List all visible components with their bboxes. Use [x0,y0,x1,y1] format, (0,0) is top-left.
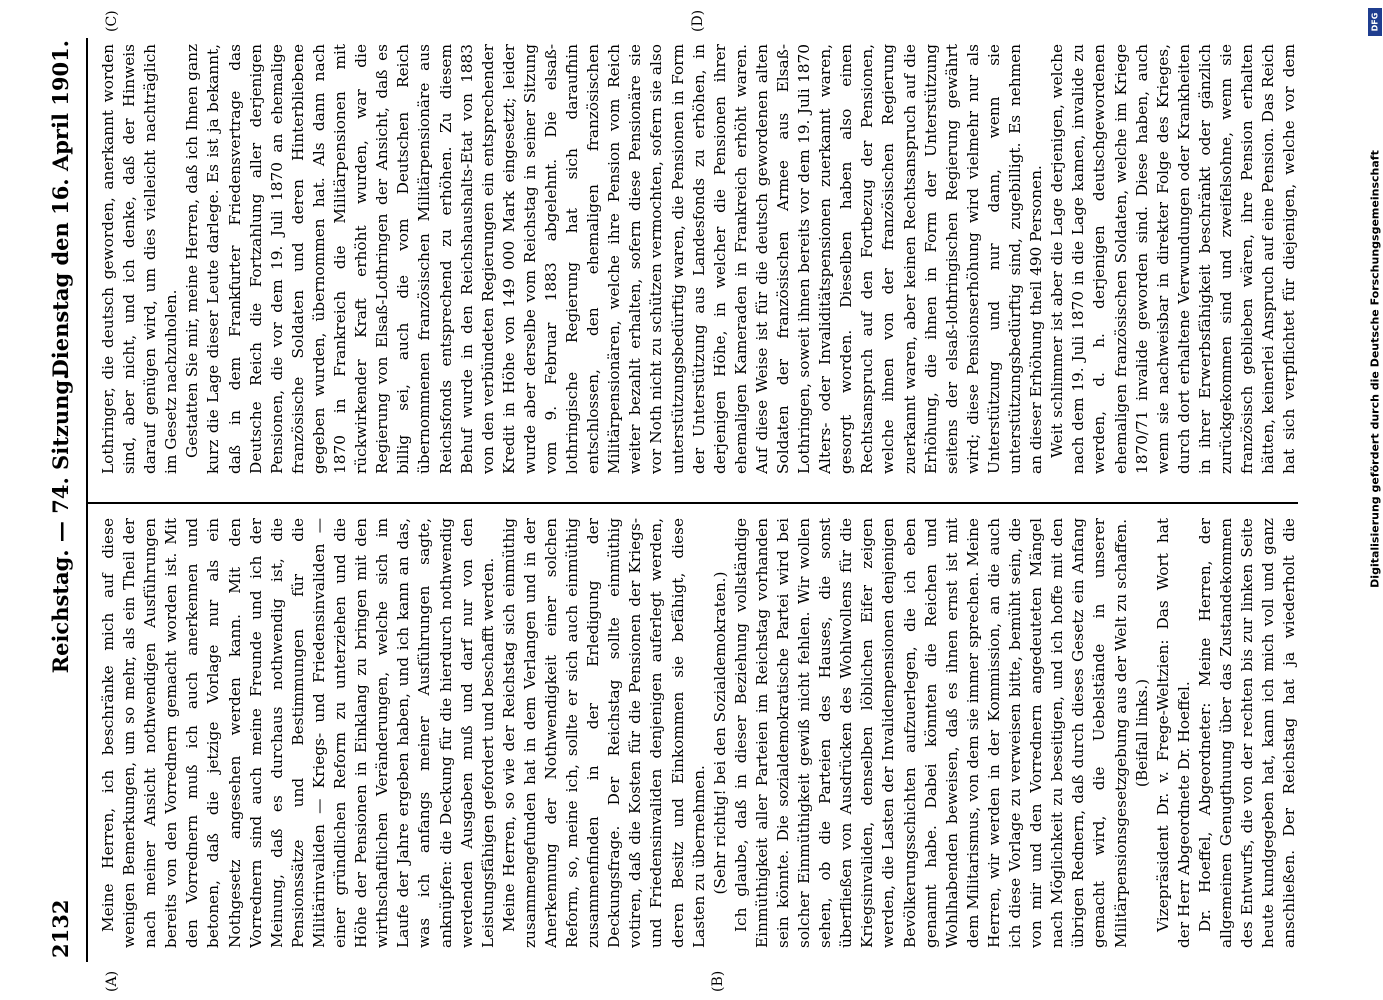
dfg-logo [1368,8,1382,36]
paragraph: Ich glaube, daß in dieser Beziehung vollständige Einmüthigkeit aller Parteien im Reichstag vorhanden sein könnte. Die sozialdemokratische Partei wird bei solcher Einmüthigkeit gewiß nicht fehlen. Wir wollen sehen, ob die Parteien des Hauses, die sonst überfließen von Ausdrücken des Wohlwollens für die Kriegsinvaliden, denselben löblichen Eifer zeigen werden, die Lasten der Invalidenpensionen denjenigen Bevölkerungsschichten aufzuerlegen, die ich eben genannt habe. Dabei könnten die Reichen und Wohlhabenden beweisen, daß es ihnen ernst ist mit dem Militarismus, von dem sie immer sprechen. Meine Herren, wir werden in der Kommission, an die auch ich diese Vorlage zu verweisen bitte, bemüht sein, die von mir und den Vorrednern angedeuteten Mängel nach Möglichkeit zu beseitigen, und ich hoffe mit den übrigen Rednern, daß durch dieses Gesetz ein Anfang gemacht wird, die Uebelstände in unserer Militärpensionsgesetzgebung aus der Welt zu schaffen. [731,518,1130,948]
column-divider [86,502,1298,504]
margin-marker-b: (B) [710,970,726,992]
digitization-sidebar [1368,8,1382,998]
interjection: (Beifall links.) [1132,678,1151,788]
left-column [98,518,1303,948]
header-rule [86,38,88,962]
interjection: (Sehr richtig! bei den Sozialdemokraten.) [710,571,729,895]
page-number: 2132 [48,899,73,958]
paragraph: Dr. Hoeffel, Abgeordneter: Meine Herren, der allgemeinen Genugthuung über das Zustandekommen des Entwurfs, die von der rechten bis zur linken Seite heute kundgegeben hat, kann ich mich voll und ganz anschließen. Der Reichstag hat ja wiederholt die [1195,518,1299,948]
margin-marker-c: (C) [104,10,120,32]
paragraph: Weit schlimmer ist aber die Lage derjenigen, welche nach dem 19. Juli 1870 in die Lage kamen, invalide zu werden, d. h. derjenigen deutschgewordenen ehemaligen französischen Soldaten, welche im Kriege 1870/71 invalide geworden sind. Diese haben, auch wenn sie nachweisbar in direkter Folge des Krieges, durch dort erhaltene Verwundungen oder Krankheiten in ihrer Erwerbsfähigkeit beschränkt oder gänzlich zurückgekommen sind und zweifelsohne, wenn sie französisch geblieben wären, ihre Pension erhalten hätten, keinerlei Anspruch auf eine Pension. Das Reich hat sich verpflichtet für diejenigen, welche vor dem [1048,44,1299,474]
right-column [98,44,1303,474]
page-header [48,0,82,1000]
session-title: Reichstag. — 74. Sitzung. [48,372,73,674]
margin-marker-d: (D) [690,9,706,32]
margin-marker-a: (A) [104,970,120,992]
funding-note-text: Digitalisierung gefördert durch die Deutsche Forschungsgemeinschaft [1368,150,1382,588]
paragraph: Lothringer, die deutsch geworden, anerkannt worden sind, aber nicht, und ich denke, daß der Hinweis darauf genügen wird, um dies vielleicht nachträglich im Gesetz nachzuholen. [99,44,181,474]
paragraph: Meine Herren, so wie der Reichstag sich einmüthig zusammengefunden hat in dem Verlangen und in der Anerkennung der Nothwendigkeit einer solchen Reform, so, meine ich, sollte er sich auch einmüthig zusammenfinden in der Erledigung der Deckungsfrage. Der Reichstag sollte einmüthig votiren, daß die Kosten für die Pensionen der Kriegs- und Friedensinvaliden denjenigen auferlegt werden, deren Besitz und Einkommen sie befähigt, diese Lasten zu übernehmen. [499,518,708,948]
session-date: Dienstag den 16. April 1901. [48,40,73,378]
paragraph: Meine Herren, ich beschränke mich auf diese wenigen Bemerkungen, um so mehr, als ein Theil der nach meiner Ansicht nothwendigen Ausführungen bereits von den Vorrednern gemacht worden ist. Mit den Vorrednern muß ich auch anerkennen und betonen, daß die jetzige Vorlage nur als ein Nothgesetz angesehen werden kann. Mit den Vorrednern sind auch meine Freunde und ich der Meinung, daß es durchaus nothwendig ist, die Pensionssätze und Bestimmungen für die Militärinvaliden — Kriegs- und Friedensinvaliden — einer gründlichen Reform zu unterziehen und die Höhe der Pensionen in Einklang zu bringen mit den wirthschaftlichen Veränderungen, welche sich im Laufe der Jahre ergeben haben, und ich kann an das, was ich anfangs meiner Ausführungen sagte, anknüpfen: die Deckung für die hierdurch nothwendig werdenden Ausgaben muß und darf nur von den Leistungsfähigen gefordert und beschafft werden. [99,518,497,948]
funding-note [1368,44,1382,694]
paragraph: Gestatten Sie mir, meine Herren, daß ich Ihnen ganz kurz die Lage dieser Leute darlege. Es ist ja bekannt, daß in dem Frankfurter Friedensvertrage das Deutsche Reich die Fortzahlung aller derjenigen Pensionen, die vor dem 19. Juli 1870 an ehemalige französische Soldaten und deren Hinterbliebene gegeben wurden, übernommen hat. Als dann nach 1870 in Frankreich die Militärpensionen mit rückwirkender Kraft erhöht wurden, war die Regierung von Elsaß-Lothringen der Ansicht, daß es billig sei, auch die vom Deutschen Reich übernommenen französischen Militärpensionäre aus Reichsfonds entsprechend zu erhöhen. Zu diesem Behuf wurde in den Reichshaushalts-Etat von 1883 von den verbündeten Regierungen ein entsprechender Kredit in Höhe von 149 000 Mark eingesetzt; leider wurde aber derselbe vom Reichstag in seiner Sitzung vom 9. Februar 1883 abgelehnt. Die elsaß-lothringische Regierung hat sich daraufhin entschlossen, den ehemaligen französischen Militärpensionären, welche ihre Pension vom Reich weiter bezahlt erhalten, sofern diese Pensionäre sie vor Noth nicht zu schützen vermochten, sofern sie also unterstützungsbedürftig waren, die Pensionen in Form der Unterstützung aus Landesfonds zu erhöhen, in derjenigen Höhe, in welcher die Pensionen ihrer ehemaligen Kameraden in Frankreich erhöht waren. Auf diese Weise ist für die deutsch gewordenen alten Soldaten der französischen Armee aus Elsaß-Lothringen, soweit ihnen bereits vor dem 19. Juli 1870 Alters- oder Invaliditätspensionen zuerkannt waren, gesorgt worden. Dieselben haben also einen Rechtsanspruch auf den Fortbezug der Pensionen, welche ihnen von der französischen Regierung zuerkannt waren, aber keinen Rechtsanspruch auf die Erhöhung, die ihnen in Form der Unterstützung seitens der elsaß-lothringischen Regierung gewährt wird; diese Pensionserhöhung wird vielmehr nur als Unterstützung und nur dann, wenn sie unterstützungsbedürftig sind, zugebilligt. Es nehmen an dieser Erhöhung theil 490 Personen. [183,44,1046,474]
speaker-intro: Vizepräsident Dr. v. Frege-Weltzien: Das Wort hat der Herr Abgeordnete Dr. Hoeffel. [1153,518,1193,948]
dfg-logo-text: DFG [1370,12,1380,32]
